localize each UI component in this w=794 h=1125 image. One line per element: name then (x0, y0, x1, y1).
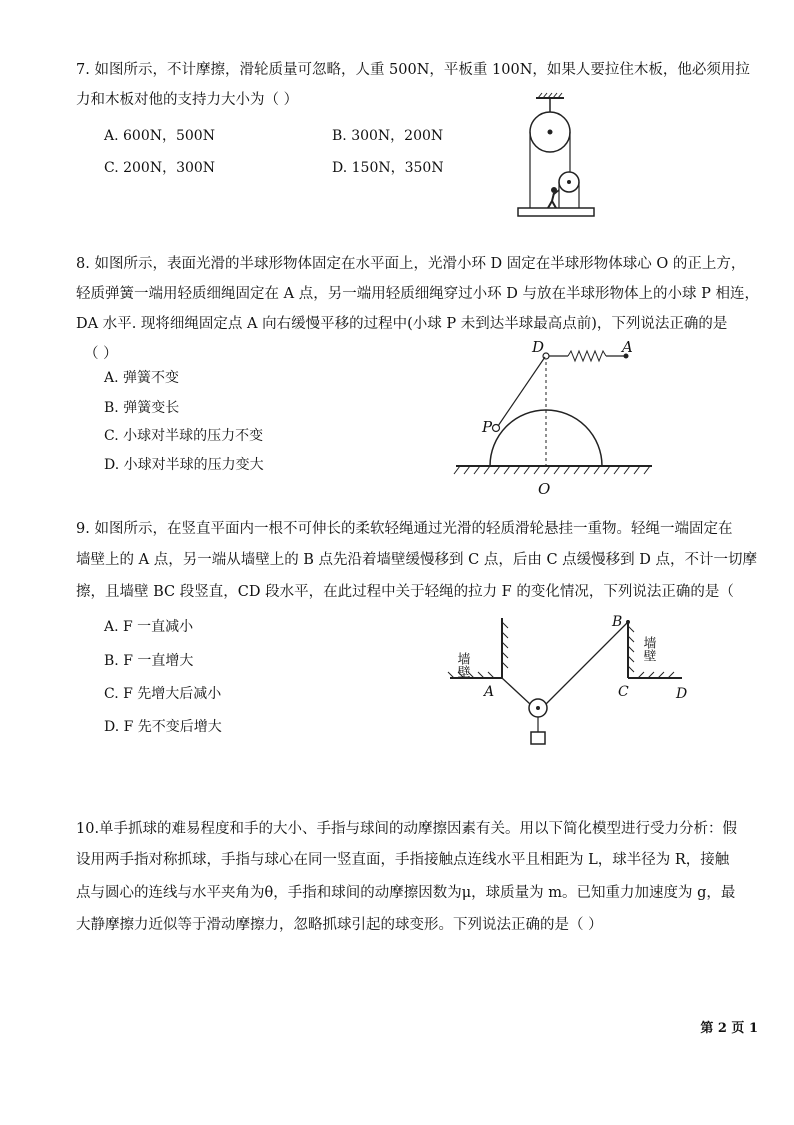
q7-pulley-figure (510, 92, 600, 222)
q9-wall-label-right: 墙壁 (640, 636, 656, 662)
q8-stem-line3: DA 水平. 现将细绳固定点 A 向右缓慢平移的过程中(小球 P 未到达半球最高点前)，下列说法正确的是 (76, 316, 728, 332)
q9-label-b: B (612, 614, 623, 630)
q7-option-a: A. 600N，500N (104, 128, 215, 144)
q10-stem-line1: 10.单手抓球的难易程度和手的大小、手指与球间的动摩擦因素有关。用以下简化模型进行受力分析：假 (76, 821, 738, 837)
q8-label-d: D (532, 338, 545, 356)
q8-stem-line2: 轻质弹簧一端用轻质细绳固定在 A 点，另一端用轻质细绳穿过小环 D 与放在半球形物体上的小球 P 相连， (76, 286, 760, 302)
q8-stem-line4: （ ） (84, 346, 118, 362)
q8-option-b: B. 弹簧变长 (104, 400, 180, 416)
q9-label-a: A (484, 684, 495, 700)
q8-option-c: C. 小球对半球的压力不变 (104, 428, 264, 444)
q8-label-a: A (622, 338, 633, 356)
q9-stem-line1: 9. 如图所示，在竖直平面内一根不可伸长的柔软轻绳通过光滑的轻质滑轮悬挂一重物。轻绳一端固定在 (76, 521, 733, 537)
q8-label-o: O (538, 480, 551, 498)
q7-option-b: B. 300N，200N (332, 128, 444, 144)
q9-rope-figure (446, 612, 696, 760)
q7-option-d: D. 150N，350N (332, 160, 444, 176)
q9-option-d: D. F 先不变后增大 (104, 719, 222, 735)
q8-option-d: D. 小球对半球的压力变大 (104, 457, 264, 473)
q9-option-b: B. F 一直增大 (104, 653, 194, 669)
q9-wall-label-left: 墙壁 (454, 652, 470, 678)
q7-stem-line2: 力和木板对他的支持力大小为（ ） (76, 92, 299, 108)
q7-stem-line1: 7. 如图所示，不计摩擦，滑轮质量可忽略，人重 500N，平板重 100N，如果人要拉住木板，他必须用拉 (76, 62, 750, 78)
q7-option-c: C. 200N，300N (104, 160, 216, 176)
q9-option-c: C. F 先增大后减小 (104, 686, 222, 702)
q10-stem-line2: 设用两手指对称抓球，手指与球心在同一竖直面，手指接触点连线水平且相距为 L，球半径为 R，接触 (76, 852, 730, 868)
q8-option-a: A. 弹簧不变 (104, 370, 180, 386)
q8-stem-line1: 8. 如图所示，表面光滑的半球形物体固定在水平面上，光滑小环 D 固定在半球形物体球心 O 的正上方， (76, 256, 746, 272)
q8-hemisphere-figure (450, 334, 660, 500)
q10-stem-line3: 点与圆心的连线与水平夹角为θ，手指和球间的动摩擦因数为μ，球质量为 m。已知重力加速度为 g，最 (76, 885, 736, 901)
q8-label-p: P (482, 418, 493, 436)
q10-stem-line4: 大静摩擦力近似等于滑动摩擦力，忽略抓球引起的球变形。下列说法正确的是（ ） (76, 917, 603, 933)
q9-stem-line3: 擦，且墙壁 BC 段竖直，CD 段水平，在此过程中关于轻绳的拉力 F 的变化情况，下列说法正确的是（ (76, 584, 734, 600)
q9-stem-line2: 墙壁上的 A 点，另一端从墙壁上的 B 点先沿着墙壁缓慢移到 C 点，后由 C 点缓慢移到 D 点，不计一切摩 (76, 552, 758, 568)
q9-label-c: C (618, 684, 629, 700)
q9-label-d: D (676, 686, 688, 702)
page-footer: 第 2 页 1 (700, 1021, 758, 1036)
q9-option-a: A. F 一直减小 (104, 619, 194, 635)
